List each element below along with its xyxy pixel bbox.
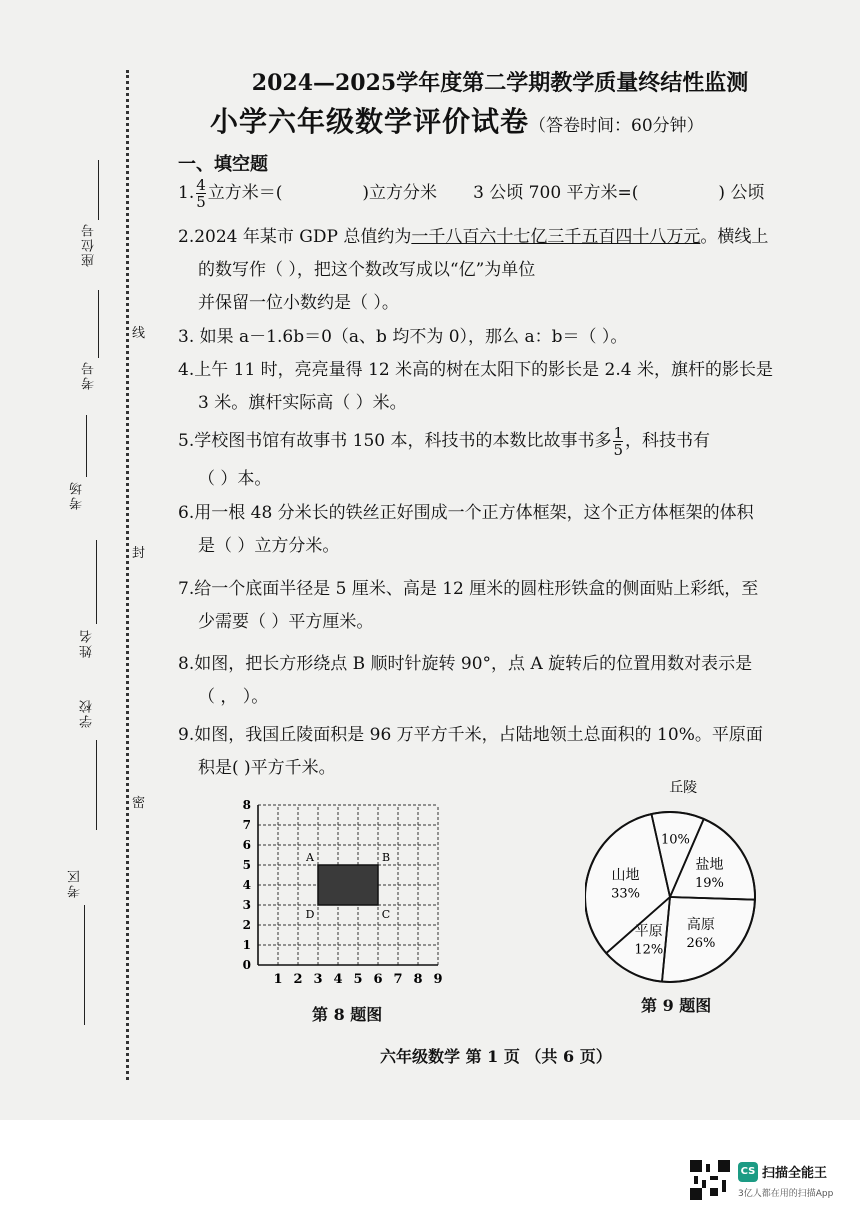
- question-5: 5.学校图书馆有故事书 150 本，科技书的本数比故事书多 $\frac{1}{5}$ ，科技书有: [178, 424, 711, 459]
- scanner-app-name: 扫描全能王: [762, 1166, 828, 1181]
- y-tick-label: 3: [242, 898, 251, 912]
- point-label-a: A: [306, 851, 314, 864]
- seal-char-line: 线: [132, 320, 145, 343]
- question-3: 3. 如果 a－1.6b＝0（a、b 均不为 0），那么 a：b＝（ ）。: [178, 327, 628, 347]
- coordinate-grid-figure: [236, 790, 451, 995]
- seal-char-seal: 封: [132, 540, 145, 563]
- x-tick-label: 8: [413, 972, 423, 987]
- question-5-line2: （ ）本。: [198, 469, 272, 489]
- school-line: [96, 740, 97, 830]
- pie-value-label: 10%: [660, 832, 690, 848]
- side-label-school: 学校: [80, 698, 95, 728]
- exam-title: 小学六年级数学评价试卷: [210, 105, 530, 138]
- y-tick-label: 1: [242, 938, 251, 952]
- question-8-line2: （ ， ）。: [198, 687, 269, 707]
- point-label-d: D: [305, 908, 315, 921]
- seal-char-secret: 密: [132, 790, 145, 813]
- exam-title-line1: 2024—2025学年度第二学期教学质量终结性监测: [251, 70, 749, 96]
- side-label-name: 姓名: [80, 628, 95, 658]
- question-2: 2.2024 年某市 GDP 总值约为一千八百六十七亿三千五百四十八万元。横线上: [178, 227, 769, 247]
- question-2-line2: 的数写作（ ），把这个数改写成以“亿”为单位: [198, 260, 536, 280]
- y-tick-label: 0: [242, 958, 251, 972]
- question-7: 7.给一个底面半径是 5 厘米、高是 12 厘米的圆柱形铁盒的侧面贴上彩纸，至: [178, 579, 759, 599]
- question-2-line3: 并保留一位小数约是（ ）。: [198, 293, 399, 313]
- question-9-line2: 积是( )平方千米。: [198, 758, 336, 778]
- question-8: 8.如图，把长方形绕点 B 顺时针旋转 90°，点 A 旋转后的位置用数对表示是: [178, 654, 753, 674]
- side-label-district: 考区: [68, 868, 83, 898]
- y-tick-label: 5: [242, 858, 251, 872]
- pie-label: 丘陵: [669, 780, 698, 796]
- question-9: 9.如图，我国丘陵面积是 96 万平方千米，占陆地领土总面积的 10%。平原面: [178, 725, 763, 745]
- x-tick-label: 7: [393, 972, 403, 987]
- scanner-tagline: 3亿人都在用的扫描App: [738, 1189, 834, 1199]
- pie-label: 盐地: [695, 856, 724, 873]
- pie-value-label: 19%: [695, 875, 724, 891]
- pie-value-label: 33%: [611, 886, 640, 902]
- question-4-line2: 3 米。旗杆实际高（ ）米。: [198, 393, 407, 413]
- district-line: [84, 905, 85, 1025]
- underlined-number: 一千八百六十七亿三千五百四十八万元: [411, 227, 701, 247]
- question-6-line2: 是（ ）立方分米。: [198, 536, 340, 556]
- question-4: 4.上午 11 时，亮亮量得 12 米高的树在太阳下的影长是 2.4 米，旗杆的影长是: [178, 360, 773, 380]
- land-area-pie-chart: [585, 780, 770, 990]
- y-tick-label: 7: [242, 818, 251, 832]
- rectangle-abcd: [318, 865, 378, 905]
- x-tick-label: 2: [293, 972, 303, 987]
- x-tick-label: 1: [273, 972, 283, 987]
- question-1: 1. $\frac{4}{5}$ 立方米＝( )立方分米 3 公顷 700 平方米=( ) 公顷: [178, 176, 765, 211]
- question-7-line2: 少需要（ ）平方厘米。: [198, 612, 374, 632]
- figure-8-caption: 第 8 题图: [312, 1005, 383, 1024]
- y-tick-label: 2: [242, 918, 251, 932]
- pie-value-label: 12%: [634, 942, 664, 958]
- seat-line: [98, 160, 99, 220]
- x-tick-label: 5: [353, 972, 363, 987]
- pie-label: 平原: [634, 923, 663, 940]
- time-note: （答卷时间：60分钟）: [529, 116, 704, 136]
- y-tick-label: 8: [242, 798, 251, 812]
- room-line: [86, 415, 87, 477]
- figure-9-caption: 第 9 题图: [641, 996, 712, 1015]
- side-label-exam-no: 考号: [82, 360, 97, 390]
- side-label-seat: 座位号: [82, 222, 97, 267]
- fraction-4-5: $\frac{4}{5}$: [196, 176, 206, 211]
- x-tick-label: 3: [313, 972, 323, 987]
- side-label-room: 考场: [70, 480, 85, 510]
- exam-no-line: [98, 290, 99, 358]
- point-label-c: C: [381, 908, 391, 921]
- pie-label: 山地: [611, 867, 640, 884]
- page-footer: 六年级数学 第 1 页 （共 6 页）: [380, 1047, 612, 1066]
- x-tick-label: 9: [433, 972, 443, 987]
- x-tick-label: 6: [373, 972, 383, 987]
- qr-code-icon: [690, 1160, 730, 1200]
- question-6: 6.用一根 48 分米长的铁丝正好围成一个正方体框架，这个正方体框架的体积: [178, 503, 754, 523]
- x-tick-label: 4: [333, 972, 343, 987]
- fraction-1-5: $\frac{1}{5}$: [613, 424, 624, 459]
- exam-title-line2: [210, 100, 704, 140]
- y-tick-label: 6: [242, 838, 251, 852]
- section-heading: 一、填空题: [178, 154, 268, 175]
- point-label-b: B: [381, 851, 391, 864]
- pie-value-label: 26%: [686, 936, 716, 952]
- binding-dotted-line: [126, 70, 129, 1080]
- name-line: [96, 540, 97, 624]
- y-tick-label: 4: [242, 878, 251, 892]
- pie-label: 高原: [686, 917, 715, 934]
- scanner-logo-icon: CS: [738, 1162, 758, 1182]
